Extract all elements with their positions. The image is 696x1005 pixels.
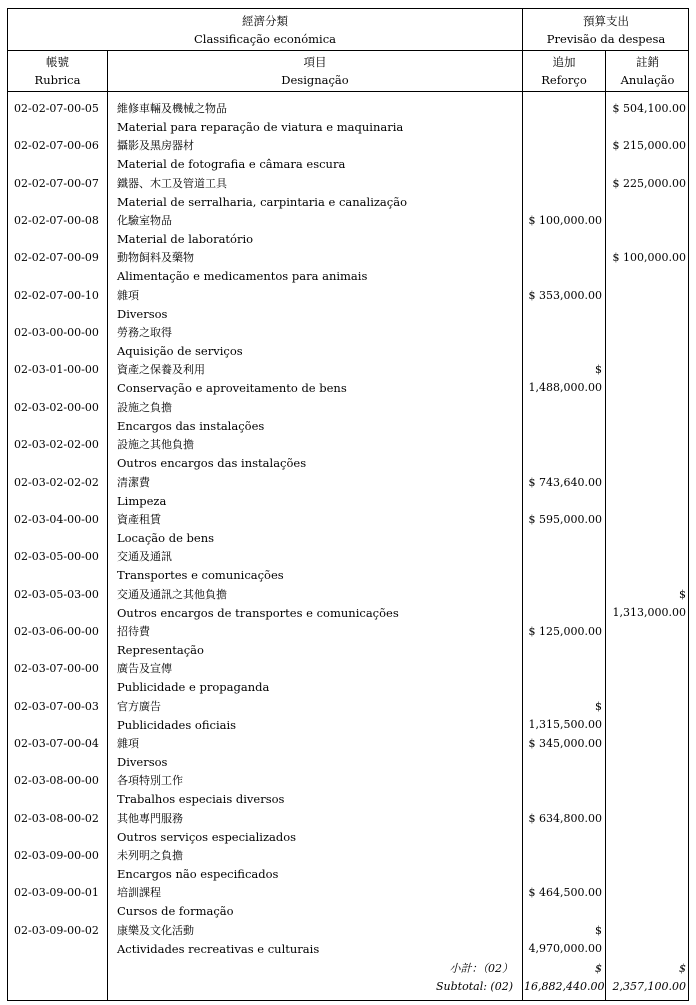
table-row	[8, 511, 690, 548]
table-row	[8, 361, 690, 398]
table-row	[8, 735, 690, 772]
row-designation-pt: Material de laboratório	[117, 232, 254, 247]
row-anulacao: $ 215,000.00	[612, 139, 686, 153]
row-designation-pt: Material de serralharia, carpintaria e canalização	[117, 194, 408, 209]
row-designation-pt: Diversos	[117, 754, 168, 769]
row-designation-pt: Diversos	[117, 306, 168, 321]
row-designation-pt: Cursos de formação	[117, 904, 234, 919]
row-anulacao: $ 100,000.00	[612, 251, 686, 265]
row-designation-zh: 其他專門服務	[117, 811, 183, 825]
forecast-header	[523, 12, 689, 48]
row-designation-pt: Limpeza	[117, 493, 167, 508]
rubrica-zh: 帳號	[46, 55, 69, 69]
row-reforco: $ 1,488,000.00	[528, 363, 602, 395]
row-code: 02-02-07-00-06	[14, 139, 99, 153]
designacao-header	[108, 53, 522, 89]
table-row	[8, 249, 690, 286]
row-designation-zh: 化驗室物品	[117, 214, 172, 228]
subtotal-label-zh: 小計：（02）	[449, 962, 513, 975]
table-row	[8, 772, 690, 809]
row-designation-pt: Material de fotografia e câmara escura	[117, 157, 346, 172]
row-code: 02-03-07-00-03	[14, 699, 99, 713]
table-row	[8, 548, 690, 585]
row-designation-zh: 交通及通訊	[117, 550, 172, 564]
row-reforco: $ 4,970,000.00	[528, 923, 602, 955]
row-designation-pt: Publicidade e propaganda	[117, 680, 270, 695]
table-row	[8, 884, 690, 921]
row-anulacao: $ 1,313,000.00	[612, 587, 686, 619]
row-designation-zh: 康樂及文化活動	[117, 923, 194, 937]
table-row	[8, 436, 690, 473]
row-designation-pt: Trabalhos especiais diversos	[117, 792, 285, 807]
anulacao-zh: 註銷	[636, 55, 659, 69]
row-designation-pt: Representação	[117, 642, 204, 657]
row-code: 02-03-05-00-00	[14, 550, 99, 564]
row-reforco: $ 100,000.00	[528, 214, 602, 228]
row-designation-zh: 雜項	[117, 288, 139, 302]
table-row	[8, 922, 690, 959]
subtotal-anulacao: $ 2,357,100.00	[612, 962, 686, 993]
row-anulacao: $ 504,100.00	[612, 102, 686, 115]
header-divider	[8, 50, 688, 51]
row-code: 02-03-07-00-00	[14, 662, 99, 676]
row-designation-zh: 設施之其他負擔	[117, 438, 194, 452]
reforco-pt: Reforço	[541, 73, 587, 87]
classification-pt: Classificação económica	[193, 32, 337, 46]
row-designation-zh: 資產租賃	[117, 512, 161, 526]
row-reforco: $ 353,000.00	[528, 288, 602, 302]
row-designation-zh: 交通及通訊之其他負擔	[117, 587, 227, 601]
row-code: 02-02-07-00-09	[14, 251, 99, 265]
row-code: 02-03-06-00-00	[14, 624, 99, 638]
row-code: 02-03-09-00-01	[14, 886, 99, 900]
row-designation-zh: 設施之負擔	[117, 400, 172, 414]
table-row	[8, 137, 690, 174]
classification-zh: 經濟分類	[242, 14, 288, 28]
classification-header	[8, 12, 522, 48]
table-row	[8, 586, 690, 623]
table-row	[8, 399, 690, 436]
row-designation-pt: Actividades recreativas e culturais	[117, 941, 320, 956]
row-designation-pt: Aquisição de serviços	[117, 344, 243, 359]
row-reforco: $ 464,500.00	[528, 886, 602, 900]
row-designation-pt: Publicidades oficiais	[117, 717, 237, 732]
row-designation-zh: 清潔費	[117, 475, 150, 489]
anulacao-header	[606, 53, 689, 89]
forecast-zh: 預算支出	[583, 14, 629, 28]
designacao-zh: 項目	[303, 55, 327, 69]
forecast-pt: Previsão da despesa	[546, 32, 666, 46]
subtotal-reforco: $ 16,882,440.00	[524, 962, 605, 993]
row-code: 02-03-05-03-00	[14, 587, 99, 601]
row-designation-zh: 攝影及黑房器材	[117, 139, 194, 153]
row-code: 02-03-01-00-00	[14, 363, 99, 377]
table-row	[8, 287, 690, 324]
row-code: 02-03-09-00-00	[14, 849, 99, 862]
table-row	[8, 660, 690, 697]
table-row	[8, 623, 690, 660]
table-row	[8, 212, 690, 249]
row-code: 02-02-07-00-10	[14, 288, 99, 302]
row-designation-zh: 資產之保養及利用	[117, 363, 205, 377]
row-designation-pt: Outros encargos de transportes e comunicações	[117, 605, 399, 620]
table-row	[8, 324, 690, 361]
row-designation-zh: 勞務之取得	[117, 326, 172, 340]
row-designation-zh: 招待費	[117, 624, 150, 638]
row-designation-pt: Alimentação e medicamentos para animais	[117, 269, 368, 284]
row-designation-zh: 維修車輛及機械之物品	[117, 102, 227, 115]
row-designation-zh: 廣告及宣傳	[117, 662, 172, 676]
rubrica-header	[8, 53, 107, 89]
row-code: 02-02-07-00-08	[14, 214, 99, 228]
row-code: 02-02-07-00-07	[14, 176, 99, 190]
row-designation-zh: 雜項	[117, 736, 139, 750]
table-row	[8, 100, 690, 137]
table-row	[8, 175, 690, 212]
row-designation-pt: Transportes e comunicações	[117, 568, 284, 583]
row-code: 02-03-08-00-02	[14, 811, 99, 825]
row-code: 02-03-00-00-00	[14, 326, 99, 340]
row-designation-pt: Encargos das instalações	[117, 418, 265, 433]
row-reforco: $ 125,000.00	[528, 624, 602, 638]
row-code: 02-03-08-00-00	[14, 774, 99, 788]
row-designation-zh: 未列明之負擔	[117, 849, 183, 862]
row-reforco: $ 743,640.00	[528, 475, 602, 489]
row-designation-pt: Conservação e aproveitamento de bens	[117, 381, 347, 396]
row-designation-pt: Material para reparação de viatura e maquinaria	[117, 120, 404, 134]
row-designation-pt: Locação de bens	[117, 530, 215, 545]
reforco-zh: 追加	[552, 55, 576, 69]
row-designation-zh: 動物飼料及藥物	[117, 251, 194, 265]
row-code: 02-03-07-00-04	[14, 736, 99, 750]
row-designation-zh: 鐵器、木工及管道工具	[117, 176, 227, 190]
row-code: 02-03-09-00-02	[14, 923, 99, 937]
reforco-header	[523, 53, 605, 89]
row-code: 02-03-02-02-00	[14, 438, 99, 452]
row-reforco: $ 1,315,500.00	[528, 699, 602, 731]
row-code: 02-02-07-00-05	[14, 102, 99, 115]
row-code: 02-03-04-00-00	[14, 512, 99, 526]
header-divider	[8, 91, 688, 92]
row-designation-zh: 培訓課程	[117, 886, 161, 900]
row-designation-pt: Outros encargos das instalações	[117, 456, 307, 471]
table-row	[8, 847, 690, 884]
row-anulacao: $ 225,000.00	[612, 176, 686, 190]
row-code: 02-03-02-00-00	[14, 400, 99, 414]
row-designation-pt: Outros serviços especializados	[117, 829, 297, 844]
row-reforco: $ 634,800.00	[528, 811, 602, 825]
subtotal-label-pt: Subtotal: (02)	[436, 980, 513, 993]
row-designation-zh: 官方廣告	[117, 699, 161, 713]
table-row	[8, 698, 690, 735]
designacao-pt: Designação	[281, 73, 349, 87]
table-row	[8, 474, 690, 511]
anulacao-pt: Anulação	[620, 73, 675, 87]
budget-table	[7, 8, 689, 1001]
table-row	[8, 810, 690, 847]
row-designation-zh: 各項特別工作	[117, 774, 183, 788]
row-reforco: $ 345,000.00	[528, 736, 602, 750]
row-code: 02-03-02-02-02	[14, 475, 99, 489]
row-reforco: $ 595,000.00	[528, 512, 602, 526]
rubrica-pt: Rubrica	[34, 73, 81, 87]
row-designation-pt: Encargos não especificados	[117, 867, 279, 881]
